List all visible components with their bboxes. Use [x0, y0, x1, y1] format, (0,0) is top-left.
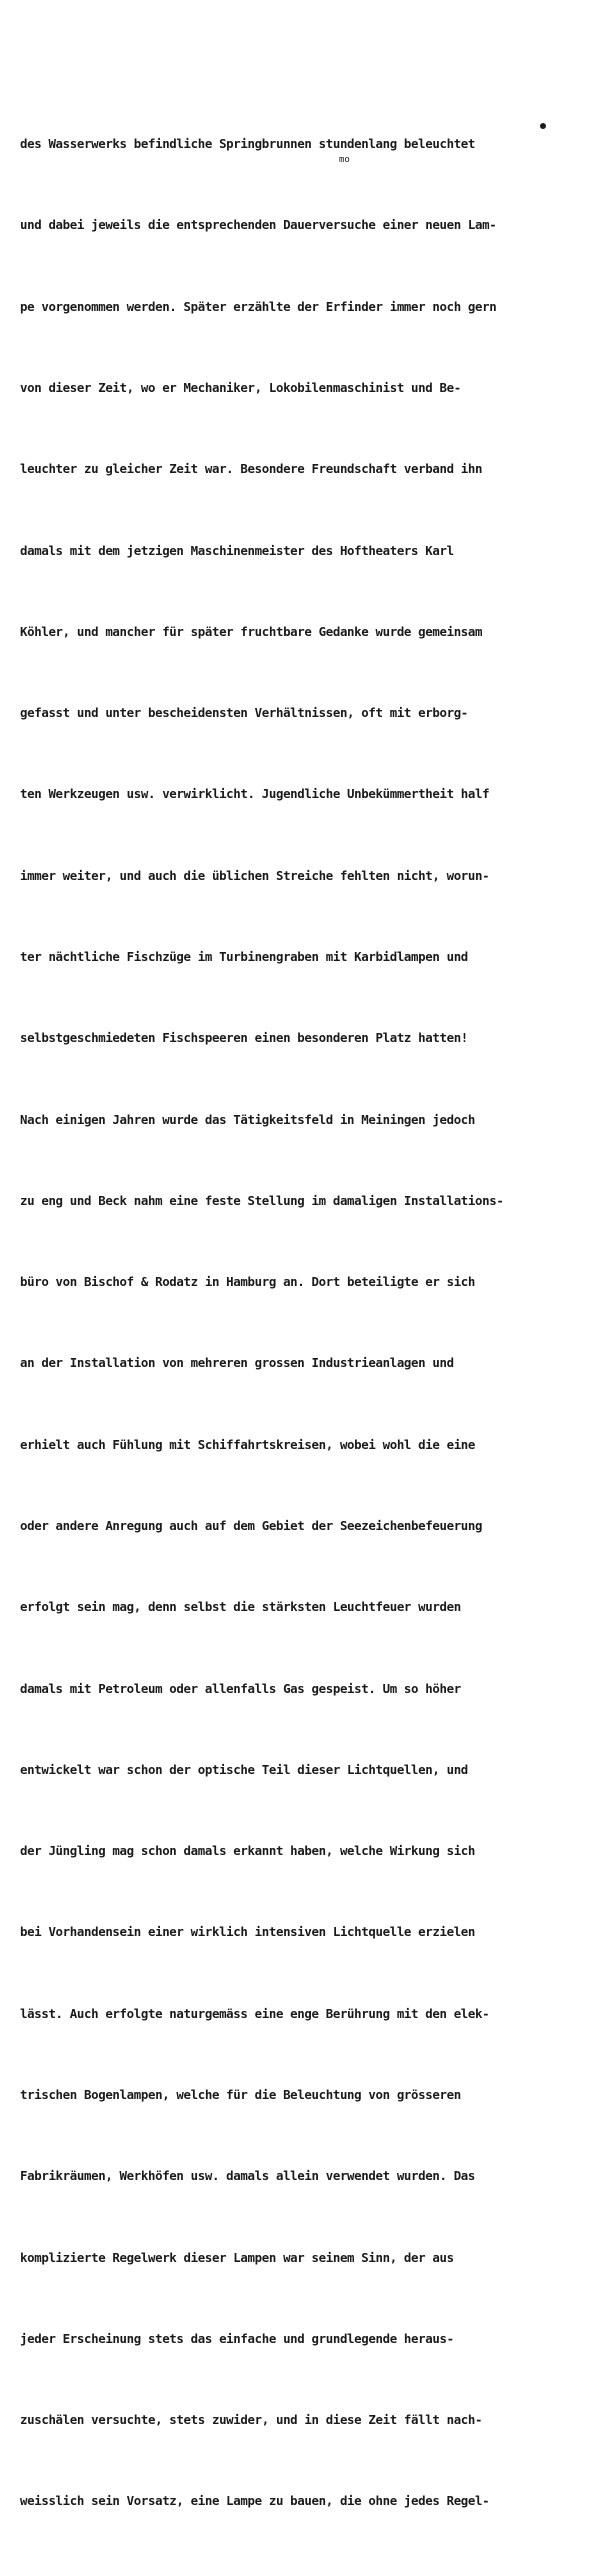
body-text	[20, 76, 585, 2569]
text-line: Nach einigen Jahren wurde das Tätigkeitsfeld in Meiningen jedoch	[20, 1111, 476, 1127]
text-line: der Jüngling mag schon damals erkannt haben, welche Wirkung sich	[20, 1843, 476, 1859]
text-line: entwickelt war schon der optische Teil dieser Lichtquellen, und	[20, 1761, 468, 1777]
text-line: weisslich sein Vorsatz, eine Lampe zu bauen, die ohne jedes Regel-	[20, 2493, 490, 2509]
ink-dot-mark	[540, 123, 546, 129]
text-line: leuchter zu gleicher Zeit war. Besondere Freundschaft verband ihn	[20, 461, 483, 477]
text-line: komplizierte Regelwerk dieser Lampen war seinem Sinn, der aus	[20, 2249, 454, 2265]
text-line: ten Werkzeugen usw. verwirklicht. Jugendliche Unbekümmertheit half	[20, 786, 490, 802]
text-line: und dabei jeweils die entsprechenden Dauerversuche einer neuen Lam-	[20, 217, 497, 233]
text-line: erhielt auch Fühlung mit Schiffahrtskreisen, wobei wohl die eine	[20, 1436, 476, 1452]
text-line: an der Installation von mehreren grossen Industrieanlagen und	[20, 1355, 454, 1371]
handwritten-correction: mo	[339, 155, 350, 165]
text-line: damals mit dem jetzigen Maschinenmeister des Hoftheaters Karl	[20, 542, 454, 558]
text-line: lässt. Auch erfolgte naturgemäss eine enge Berührung mit den elek-	[20, 2005, 490, 2021]
text-line: bei Vorhandensein einer wirklich intensiven Lichtquelle erzielen	[20, 1924, 476, 1940]
text-line: büro von Bischof & Rodatz in Hamburg an. Dort beteiligte er sich	[20, 1274, 476, 1290]
text-line: Fabrikräumen, Werkhöfen usw. damals allein verwendet wurden. Das	[20, 2168, 476, 2184]
text-line: oder andere Anregung auch auf dem Gebiet der Seezeichenbefeuerung	[20, 1517, 483, 1533]
text-line: damals mit Petroleum oder allenfalls Gas gespeist. Um so höher	[20, 1680, 461, 1696]
text-line: pe vorgenommen werden. Später erzählte der Erfinder immer noch gern	[20, 298, 497, 314]
text-line: zu eng und Beck nahm eine feste Stellung im damaligen Installations-	[20, 1192, 504, 1208]
text-line: zuschälen versuchte, stets zuwider, und in diese Zeit fällt nach-	[20, 2412, 483, 2428]
text-line: Köhler, und mancher für später fruchtbare Gedanke wurde gemeinsam	[20, 623, 483, 639]
text-line: ter nächtliche Fischzüge im Turbinengraben mit Karbidlampen und	[20, 949, 468, 964]
text-line: erfolgt sein mag, denn selbst die stärksten Leuchtfeuer wurden	[20, 1599, 461, 1615]
text-line: jeder Erscheinung stets das einfache und grundlegende heraus-	[20, 2330, 454, 2346]
text-line: selbstgeschmiedeten Fischspeeren einen besonderen Platz hatten!	[20, 1030, 468, 1046]
text-line: gefasst und unter bescheidensten Verhältnissen, oft mit erborg-	[20, 705, 468, 721]
text-line: trischen Bogenlampen, welche für die Beleuchtung von grösseren	[20, 2086, 461, 2102]
text-line: immer weiter, und auch die üblichen Streiche fehlten nicht, worun-	[20, 867, 490, 883]
text-line: des Wasserwerks befindliche Springbrunnen stundenlang beleuchtet	[20, 136, 476, 152]
text-line: von dieser Zeit, wo er Mechaniker, Lokobilenmaschinist und Be-	[20, 380, 461, 396]
